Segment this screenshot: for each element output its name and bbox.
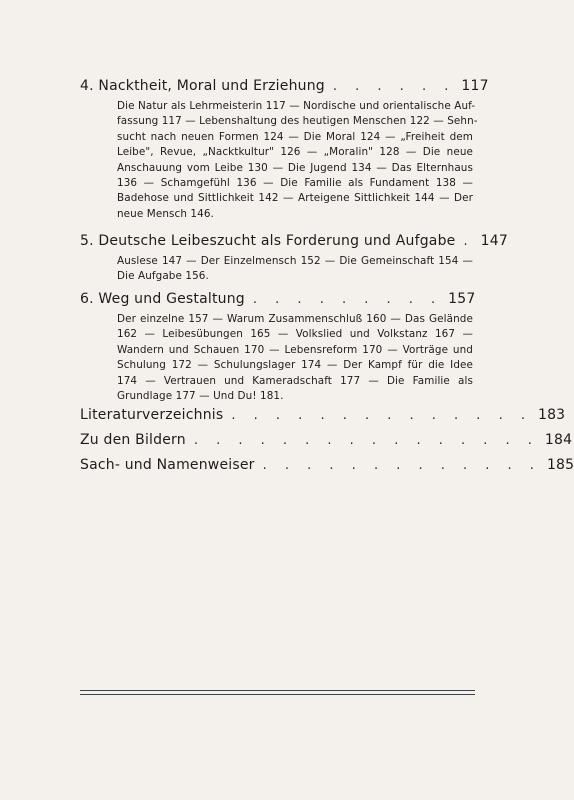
contents-line: fassung 117 — Lebenshaltung des heutigen Menschen 122 — Sehn- (117, 115, 478, 128)
contents-line: Anschauung vom Leibe 130 — Die Jugend 134 — Das Elternhaus (117, 161, 473, 174)
contents-line: Der einzelne 157 — Warum Zusammenschluß 160 — Das Gelände (117, 313, 473, 325)
contents-line: 136 — Schamgefühl 136 — Die Familie als Fundament 138 — (117, 177, 473, 190)
page-number: 147 (480, 233, 508, 249)
chapter-title: 4. Nacktheit, Moral und Erziehung (80, 78, 325, 94)
decorative-rule-top (80, 690, 475, 691)
page-number: 157 (448, 291, 476, 307)
leader-dots: . . . . . . (332, 79, 456, 94)
toc-entry (80, 290, 476, 404)
chapter-title: 6. Weg und Gestaltung (80, 291, 245, 307)
leader-dots: . . . . . . . . . (252, 292, 443, 307)
contents-line: Die Natur als Lehrmeisterin 117 — Nordische und orientalische Auf- (117, 100, 476, 112)
contents-line: Wandern und Schauen 170 — Lebensreform 170 — Vorträge und (117, 343, 473, 356)
contents-line: neue Mensch 146. (117, 207, 214, 220)
page-number: 184 (544, 432, 573, 448)
chapter-contents (117, 99, 478, 222)
toc-heading (80, 290, 476, 309)
chapter-title: Sach- und Namenweiser (80, 457, 255, 473)
chapter-contents (117, 254, 473, 285)
decorative-rule-bottom (80, 694, 475, 695)
toc-heading (80, 77, 489, 96)
toc-heading (80, 431, 573, 450)
toc-heading (80, 232, 508, 251)
leader-dots: . . . . . . . . . . . . . (262, 458, 541, 473)
leader-dots: . . . . . . . . . . . . . . . . (193, 433, 539, 448)
toc-heading (80, 406, 566, 425)
contents-line: Auslese 147 — Der Einzelmensch 152 — Die Gemeinschaft 154 — (117, 255, 473, 267)
contents-line: Die Aufgabe 156. (117, 270, 209, 283)
toc-entry (80, 232, 508, 285)
contents-line: sucht nach neuen Formen 124 — Die Moral 124 — „Freiheit dem (117, 130, 473, 143)
leader-dots: . . . . . . . . . . . . . . (231, 408, 532, 423)
contents-line: Leibe", Revue, „Nacktkultur" 126 — „Moralin" 128 — Die neue (117, 146, 473, 159)
contents-line: Grundlage 177 — Und Du! 181. (117, 390, 284, 403)
contents-line: Schulung 172 — Schulungslager 174 — Der Kampf für die Idee (117, 359, 473, 372)
contents-line: 162 — Leibesübungen 165 — Volkslied und Volkstanz 167 — (117, 328, 473, 341)
page-number: 185 (546, 457, 574, 473)
chapter-title: 5. Deutsche Leibeszucht als Forderung und Aufgabe (80, 233, 456, 249)
page-number: 183 (537, 407, 566, 423)
contents-line: Badehose und Sittlichkeit 142 — Arteigene Sittlichkeit 144 — Der (117, 192, 473, 205)
page-number: 117 (461, 78, 489, 94)
toc-entry (80, 77, 489, 222)
chapter-contents (117, 312, 473, 404)
leader-dots: . (463, 234, 475, 249)
toc-heading (80, 456, 574, 475)
toc-entry (80, 431, 573, 450)
toc-entry (80, 406, 566, 425)
contents-line: 174 — Vertrauen und Kameradschaft 177 — Die Familie als (117, 374, 473, 387)
toc-entry (80, 456, 574, 475)
chapter-title: Zu den Bildern (80, 432, 186, 448)
chapter-title: Literaturverzeichnis (80, 407, 224, 423)
